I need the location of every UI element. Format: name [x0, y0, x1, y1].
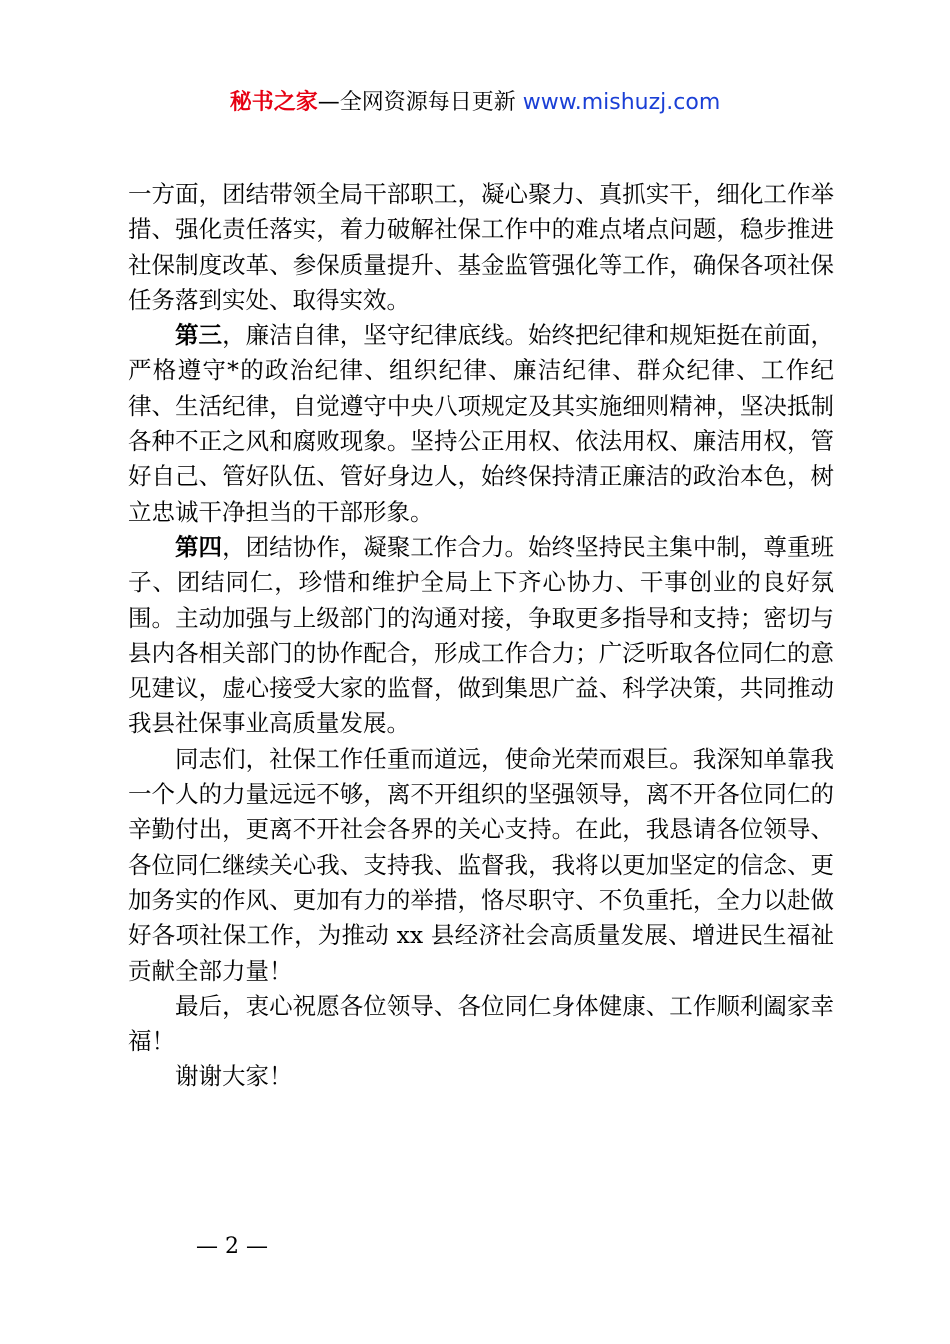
paragraph-closing-wishes: [128, 989, 834, 1060]
document-body: [128, 177, 834, 1095]
page-number: — 2 —: [196, 1234, 268, 1259]
paragraph-comrades: [128, 742, 834, 989]
paragraph-text: 谢谢大家！: [175, 1062, 293, 1091]
header-brand: 秘书之家: [229, 90, 318, 115]
paragraph-text: ，廉洁自律，坚守纪律底线。始终把纪律和规矩挺在前面，严格遵守*的政治纪律、组织纪律、廉洁纪律、群众纪律、工作纪律、生活纪律，自觉遵守中央八项规定及其实施细则精神，坚决抵制各种不正之风和腐败现象。坚持公正用权、依法用权、廉洁用权，管好自己、管好队伍、管好身边人，始终保持清正廉洁的政治本色，树立忠诚干净担当的干部形象。: [128, 321, 835, 526]
paragraph-continuation: [128, 177, 834, 318]
paragraph-fourth-point: [128, 530, 834, 742]
header-slogan: —全网资源每日更新: [317, 90, 523, 115]
paragraph-text: ，团结协作，凝聚工作合力。始终坚持民主集中制，尊重班子、团结同仁，珍惜和维护全局上下齐心协力、干事创业的良好氛围。主动加强与上级部门的沟通对接，争取更多指导和支持；密切与县内各相关部门的协作配合，形成工作合力；广泛听取各位同仁的意见建议，虚心接受大家的监督，做到集思广益、科学决策，共同推动我县社保事业高质量发展。: [128, 532, 835, 738]
site-header: [0, 86, 950, 120]
paragraph-text: 一方面，团结带领全局干部职工，凝心聚力、真抓实干，细化工作举措、强化责任落实，着力破解社保工作中的难点堵点问题，稳步推进社保制度改革、参保质量提升、基金监管强化等工作，确保各项社保任务落到实处、取得实效。: [128, 180, 834, 314]
paragraph-text: 最后，衷心祝愿各位领导、各位同仁身体健康、工作顺利阖家幸福！: [128, 991, 834, 1056]
paragraph-thanks: [128, 1059, 834, 1094]
paragraph-lead: 第四: [175, 532, 223, 561]
paragraph-lead: 第三: [175, 321, 223, 350]
header-url-link[interactable]: www.mishuzj.com: [522, 90, 721, 115]
paragraph-third-point: [128, 318, 834, 530]
paragraph-text: 同志们，社保工作任重而道远，使命光荣而艰巨。我深知单靠我一个人的力量远远不够，离不开组织的坚强领导，离不开各位同仁的辛勤付出，更离不开社会各界的关心支持。在此，我恳请各位领导、各位同仁继续关心我、支持我、监督我，我将以更加坚定的信念、更加务实的作风、更加有力的举措，恪尽职守、不负重托，全力以赴做好各项社保工作，为推动 xx 县经济社会高质量发展、增进民生福祉贡献全部力量！: [128, 744, 834, 985]
